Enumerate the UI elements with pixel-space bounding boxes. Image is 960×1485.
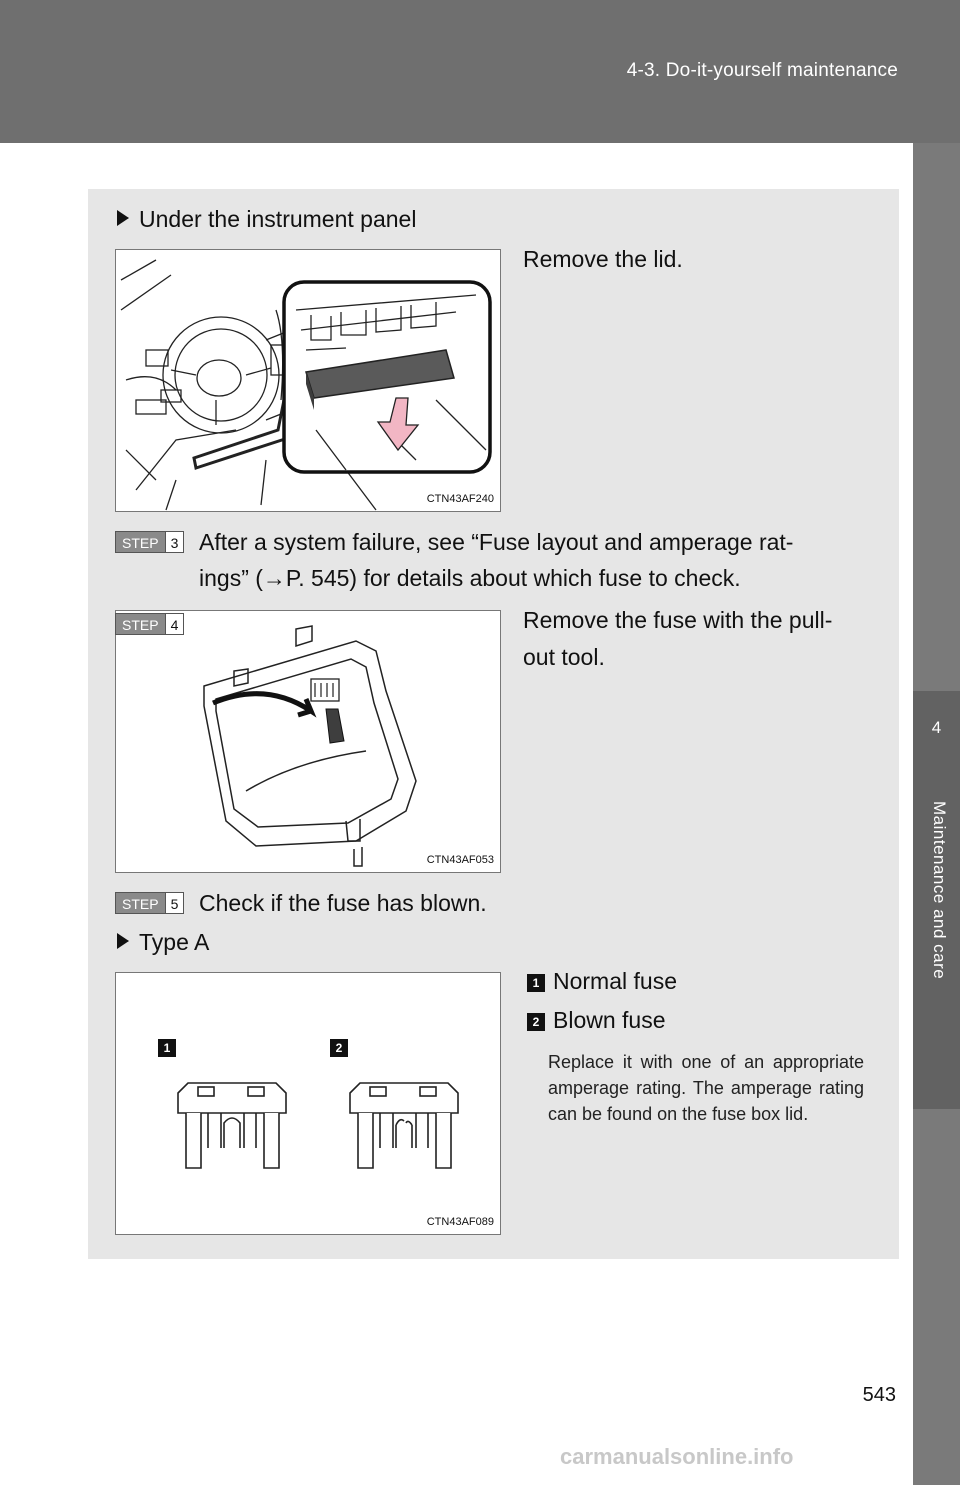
step-word: STEP — [115, 531, 166, 553]
triangle-bullet-icon — [117, 210, 129, 226]
number-1-icon: 1 — [527, 974, 545, 992]
heading-type-a — [117, 926, 209, 959]
fuse-replacement-note: Replace it with one of an appropriate amperage rating. The amperage rating can be found on the fuse box lid. — [548, 1052, 864, 1124]
step-number: 3 — [166, 531, 185, 553]
legend-normal-fuse — [527, 965, 677, 998]
instrument-panel-illustration — [116, 250, 501, 512]
normal-fuse-drawing — [178, 1083, 286, 1168]
section-title: 4-3. Do-it-yourself maintenance — [626, 60, 898, 81]
step-4-label — [115, 613, 184, 635]
legend-label: Normal fuse — [553, 968, 677, 994]
heading-instrument-panel — [117, 203, 416, 236]
step-4-text-line2: out tool. — [523, 644, 605, 670]
figure-code: CTN43AF053 — [426, 854, 494, 866]
chapter-sidetab — [913, 143, 960, 1485]
step-number: 5 — [166, 892, 185, 914]
fuse-comparison-illustration — [116, 973, 501, 1235]
heading-text: Type A — [139, 929, 210, 955]
legend-blown-fuse — [527, 1004, 666, 1037]
step-number: 4 — [166, 613, 185, 635]
footer-watermark: carmanualsonline.info — [560, 1444, 794, 1469]
step-3-text-line2: ings” (→P. 545) for details about which fuse to check. — [199, 565, 741, 591]
number-2-icon: 2 — [330, 1039, 348, 1057]
page-number: 543 — [862, 1384, 896, 1406]
step-3-text-line1: After a system failure, see “Fuse layout and amperage rat- — [199, 529, 794, 555]
step-word: STEP — [115, 613, 166, 635]
fuse-box-illustration — [116, 611, 501, 873]
figure-code: CTN43AF089 — [426, 1216, 494, 1228]
step-5-label — [115, 892, 184, 914]
fuse-comparison-figure — [115, 972, 501, 1235]
triangle-bullet-icon — [117, 933, 129, 949]
step-3-label — [115, 531, 184, 553]
instrument-panel-figure — [115, 249, 501, 512]
figure-code: CTN43AF240 — [426, 493, 494, 505]
legend-label: Blown fuse — [553, 1007, 666, 1033]
step-5-text: Check if the fuse has blown. — [199, 890, 487, 916]
number-2-icon: 2 — [527, 1013, 545, 1031]
remove-lid-text: Remove the lid. — [523, 246, 683, 272]
fuse-box-figure — [115, 610, 501, 873]
step-word: STEP — [115, 892, 166, 914]
heading-text: Under the instrument panel — [139, 206, 417, 232]
chapter-label: Maintenance and care — [930, 801, 949, 980]
page-header — [0, 0, 960, 143]
number-1-icon: 1 — [158, 1039, 176, 1057]
chapter-number: 4 — [931, 718, 942, 737]
step-4-text-line1: Remove the fuse with the pull- — [523, 607, 833, 633]
blown-fuse-drawing — [350, 1083, 458, 1168]
